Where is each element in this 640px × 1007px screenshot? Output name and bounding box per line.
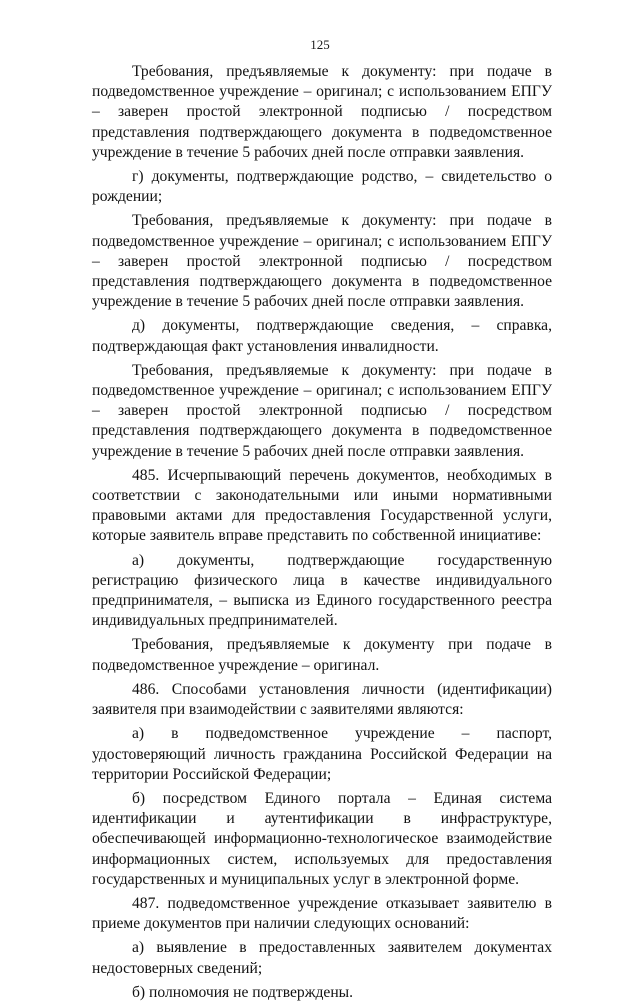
paragraph: 487. подведомственное учреждение отказывает заявителю в приеме документов при наличии следующих оснований: — [92, 894, 552, 933]
paragraph: д) документы, подтверждающие сведения, – справка, подтверждающая факт установления инвалидности. — [92, 317, 552, 355]
paragraph: г) документы, подтверждающие родство, – свидетельство о рождении; — [92, 168, 552, 206]
paragraph: Требования, предъявляемые к документу: при подаче в подведомственное учреждение – оригинал; с использованием ЕПГУ – заверен простой электронной подписью / посредством представления подтверждающего документа в подведомственное учреждение в течение 5 рабочих дней после отправки заявления. — [92, 63, 552, 161]
paragraph: 485. Исчерпывающий перечень документов, необходимых в соответствии с законодательными или иными нормативными правовыми актами для предоставления Государственной услуги, которые заявитель вправе представить по собственной инициативе: — [92, 466, 552, 545]
paragraph: б) посредством Единого портала – Единая система идентификации и аутентификации в инфраструктуре, обеспечивающей информационно-технологическое взаимодействие информационных систем, используемых для предоставления государственных и муниципальных услуг в электронной форме. — [92, 789, 552, 888]
paragraph: 486. Способами установления личности (идентификации) заявителя при взаимодействии с заявителями являются: — [92, 680, 552, 719]
paragraph: а) в подведомственное учреждение – паспорт, удостоверяющий личность гражданина Российской Федерации на территории Российской Федерации; — [92, 725, 552, 783]
paragraph: а) документы, подтверждающие государственную регистрацию физического лица в качестве индивидуального предпринимателя, – выписка из Единого государственного реестра индивидуальных предпринимателей. — [92, 551, 552, 630]
paragraph: Требования, предъявляемые к документу: при подаче в подведомственное учреждение – оригинал; с использованием ЕПГУ – заверен простой электронной подписью / посредством представления подтверждающего документа в подведомственное учреждение в течение 5 рабочих дней после отправки заявления. — [92, 361, 552, 460]
paragraph: Требования, предъявляемые к документу при подаче в подведомственное учреждение – оригинал. — [92, 636, 552, 674]
document-body — [92, 62, 552, 1007]
paragraph: Требования, предъявляемые к документу: при подаче в подведомственное учреждение – оригинал; с использованием ЕПГУ – заверен простой электронной подписью / посредством представления подтверждающего документа в подведомственное учреждение в течение 5 рабочих дней после отправки заявления. — [92, 212, 552, 311]
paragraph: а) выявление в предоставленных заявителем документах недостоверных сведений; — [92, 939, 552, 977]
page-number: 125 — [310, 37, 330, 52]
paragraph: б) полномочия не подтверждены. — [132, 983, 354, 1001]
